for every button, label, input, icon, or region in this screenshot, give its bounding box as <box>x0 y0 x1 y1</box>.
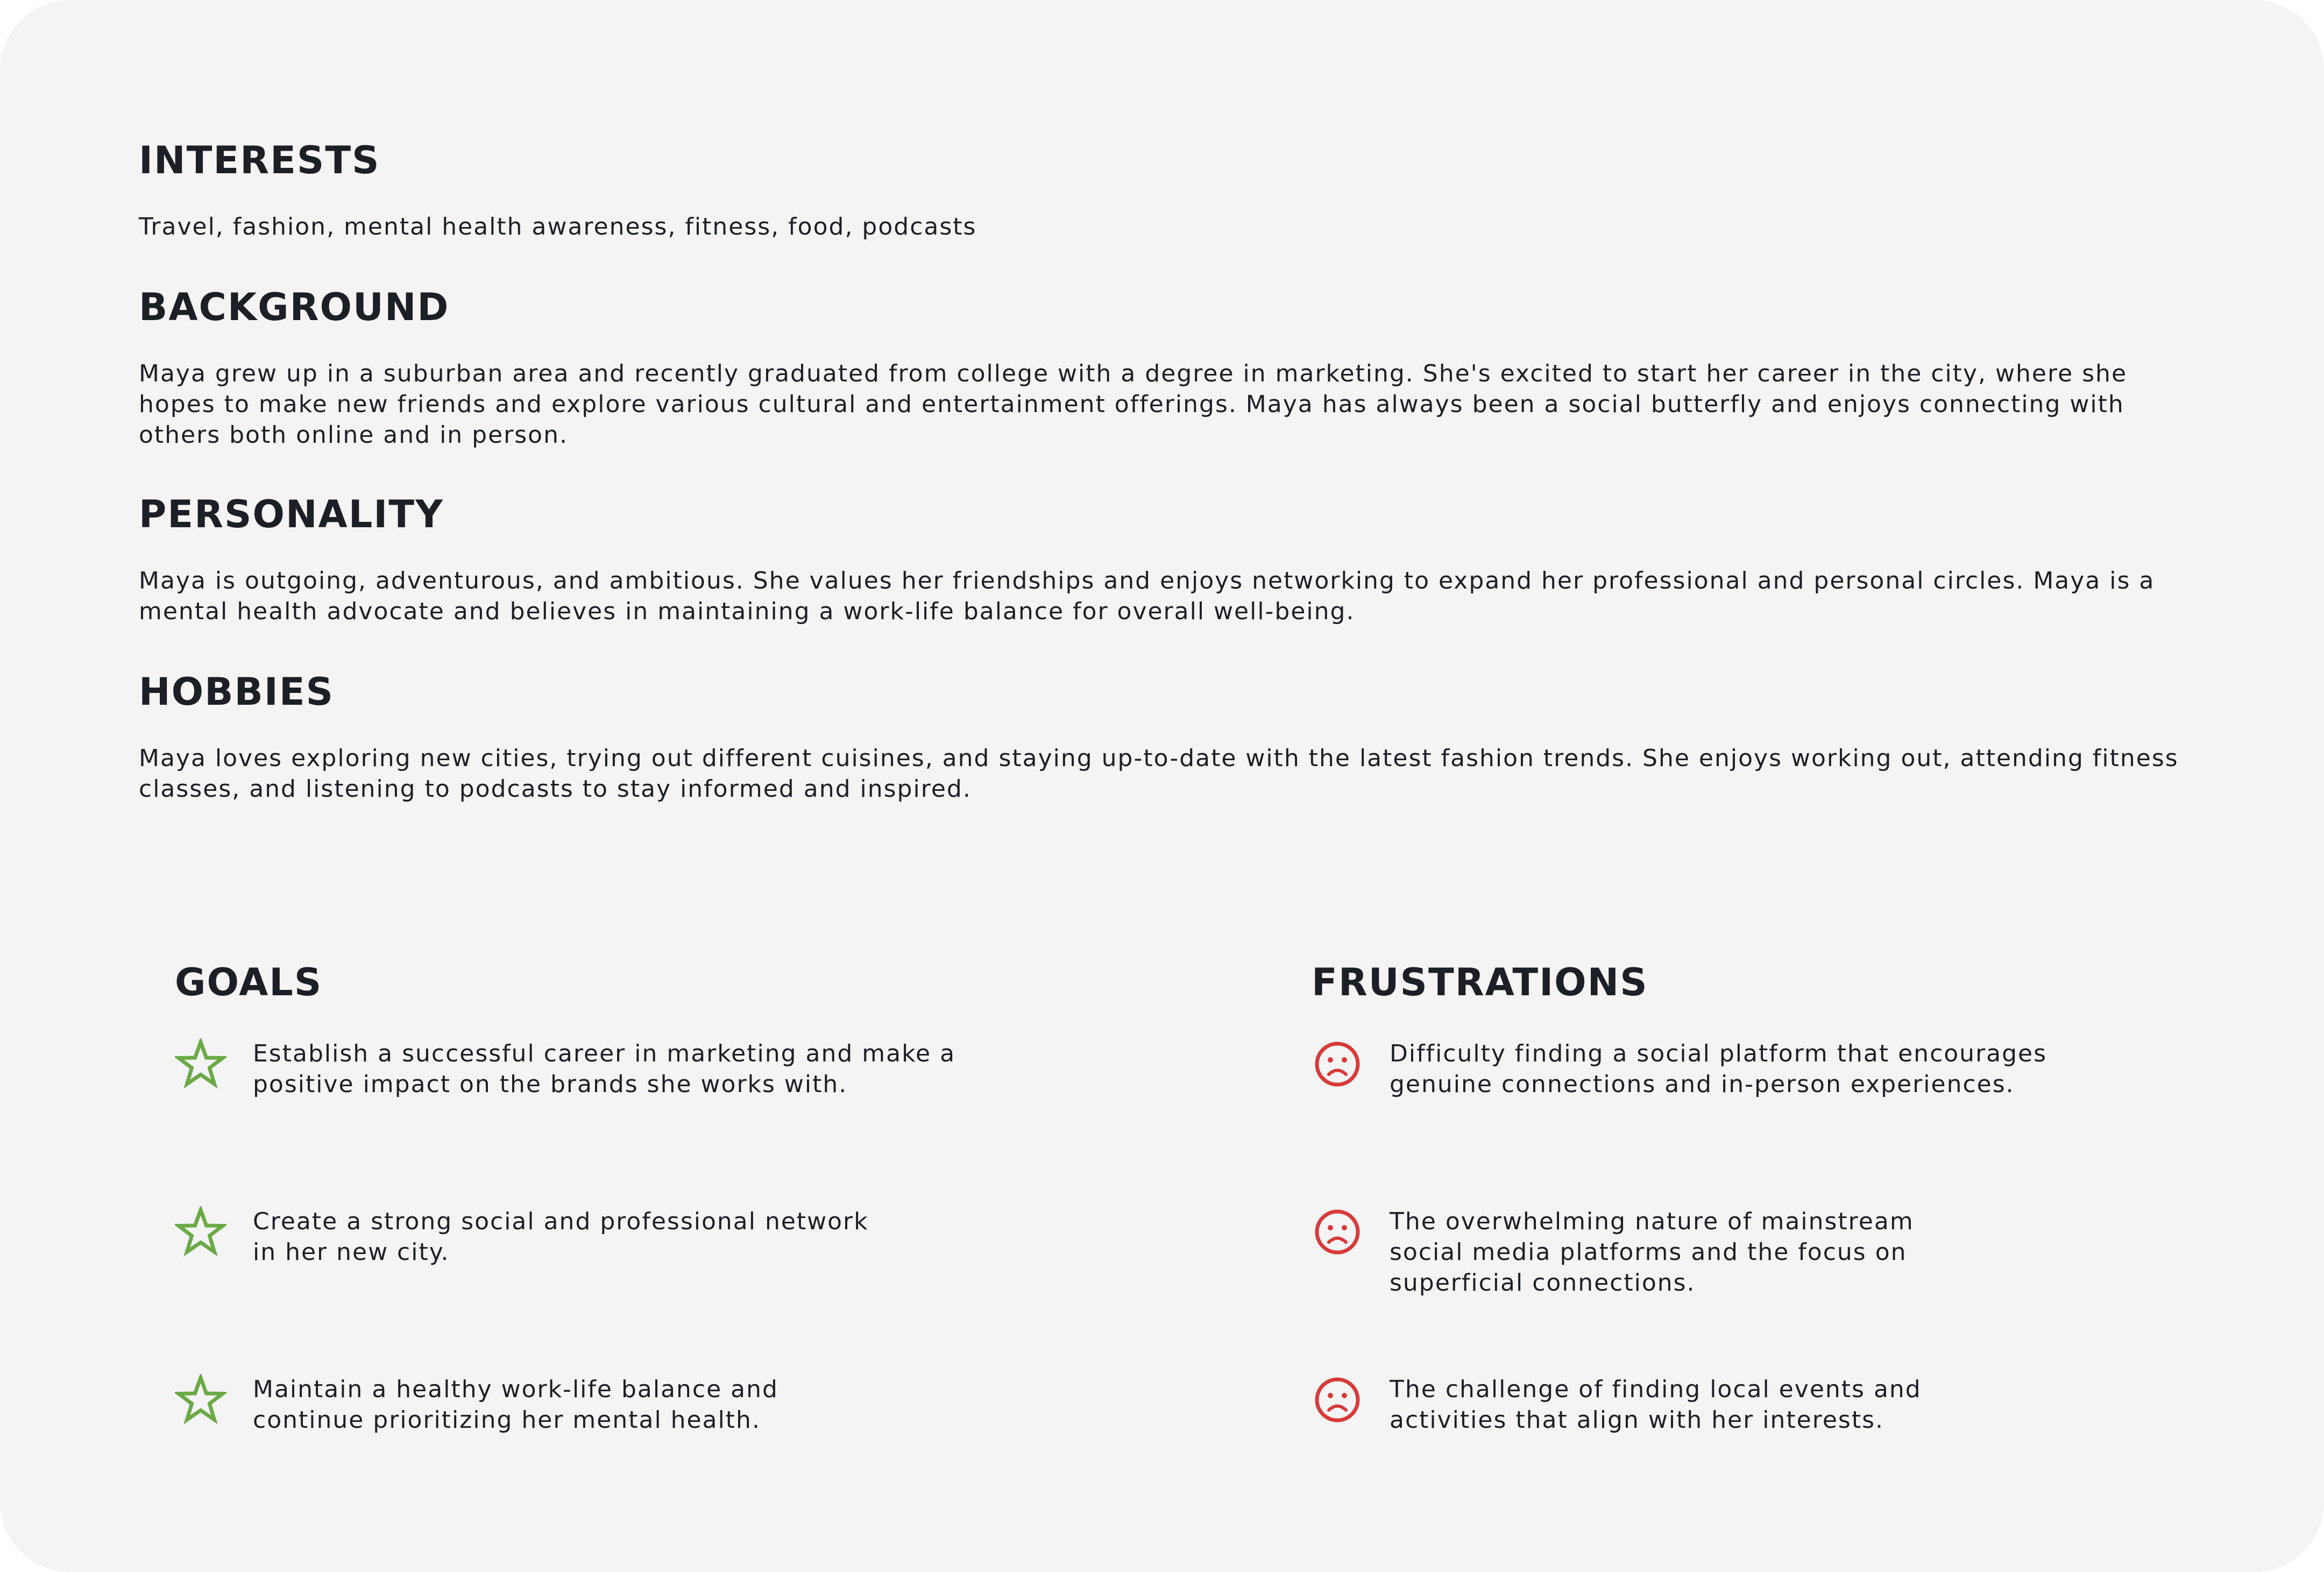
background-section <box>139 285 2183 449</box>
star-icon <box>175 1374 226 1426</box>
goals-column <box>175 960 1143 1434</box>
hobbies-heading: HOBBIES <box>139 670 335 714</box>
goal-text: Create a strong social and professional network in her new city. <box>253 1208 869 1266</box>
background-heading: BACKGROUND <box>139 285 450 329</box>
hobbies-text: Maya loves exploring new cities, trying out different cuisines, and staying up-to-date with the latest fashion trends. She enjoys working out, attending fitness classes, and listening to podcasts to stay informed and inspired. <box>139 745 2179 803</box>
goal-text: Establish a successful career in marketing and make a positive impact on the brands she works with. <box>253 1040 956 1098</box>
interests-text: Travel, fashion, mental health awareness, fitness, food, podcasts <box>139 213 977 240</box>
sad-face-icon <box>1312 1038 1363 1090</box>
frustration-text: The overwhelming nature of mainstream social media platforms and the focus on superficial connections. <box>1390 1208 1914 1297</box>
personality-heading: PERSONALITY <box>139 492 444 536</box>
frustrations-heading: FRUSTRATIONS <box>1312 960 1648 1004</box>
sad-face-icon <box>1312 1374 1363 1426</box>
interests-heading: INTERESTS <box>139 138 380 182</box>
goal-text: Maintain a healthy work-life balance and continue prioritizing her mental health. <box>253 1376 778 1434</box>
frustration-text: The challenge of finding local events and activities that align with her interests. <box>1390 1376 1922 1434</box>
personality-text: Maya is outgoing, adventurous, and ambitious. She values her friendships and enjoys networking to expand her professional and personal circles. Maya is a mental health advocate and believes in maintaining a work-life balance for overall well-being. <box>139 567 2155 625</box>
personality-section <box>139 492 2183 625</box>
star-icon <box>175 1038 226 1090</box>
frustrations-column <box>1312 960 2280 1434</box>
interests-section <box>139 138 2183 240</box>
sad-face-icon <box>1312 1206 1363 1258</box>
hobbies-section <box>139 669 2183 803</box>
goals-heading: GOALS <box>175 960 323 1004</box>
star-icon <box>175 1206 226 1258</box>
frustration-text: Difficulty finding a social platform that encourages genuine connections and in-person experiences. <box>1390 1040 2047 1098</box>
background-text: Maya grew up in a suburban area and recently graduated from college with a degree in marketing. She's excited to start her career in the city, where she hopes to make new friends and explore various cultural and entertainment offerings. Maya has always been a social butterfly and enjoys connecting with others both online and in person. <box>139 360 2128 449</box>
